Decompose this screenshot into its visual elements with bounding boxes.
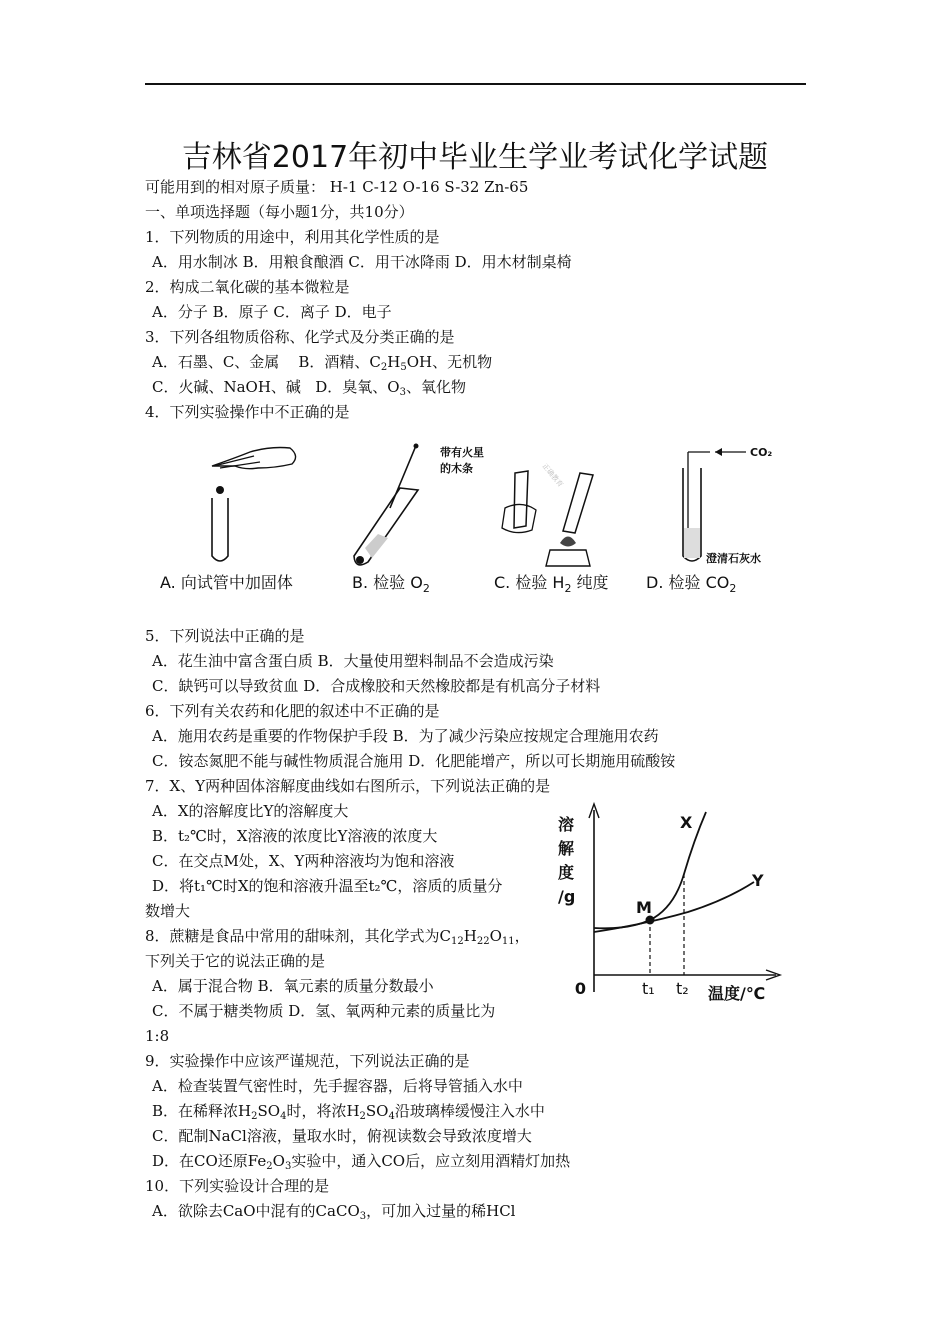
q2-options: A．分子 B．原子 C．离子 D．电子 xyxy=(152,303,392,321)
solubility-chart xyxy=(556,800,796,1010)
q6-stem: 6．下列有关农药和化肥的叙述中不正确的是 xyxy=(145,702,440,720)
figure-b-caption: B. 检验 $O_2$ xyxy=(352,573,430,595)
figure-c-testing-h2 xyxy=(494,462,609,595)
y-axis-label-char: 度 xyxy=(558,863,575,882)
watermark-text: 正确教育 xyxy=(540,462,565,489)
q9-option-a: A．检查装置气密性时，先手握容器，后将导管插入水中 xyxy=(152,1077,523,1095)
figure-b-testing-o2 xyxy=(352,444,484,596)
q8-stem: 8．蔗糖是食品中常用的甜味剂，其化学式为$C_{12}H_{22}O_{11}$， xyxy=(145,927,530,947)
limewater-label: 澄清石灰水 xyxy=(706,552,761,565)
q4-experiment-figures xyxy=(150,438,790,603)
q7-option-d: D．将t₁℃时X的饱和溶液升温至t₂℃，溶质的质量分 xyxy=(152,877,503,895)
q7-option-a: A．X的溶解度比Y的溶解度大 xyxy=(152,802,349,820)
co2-label: CO₂ xyxy=(750,446,773,459)
q3-options-ab xyxy=(152,352,492,372)
figure-a-caption: A. 向试管中加固体 xyxy=(160,573,293,592)
y-axis-label-char: 解 xyxy=(558,839,575,858)
q1-options: A．用水制冰 B．用粮食酿酒 C．用干冰降雨 D．用木材制桌椅 xyxy=(152,253,572,271)
q6-options-cd: C．铵态氮肥不能与碱性物质混合施用 D．化肥能增产，所以可长期施用硫酸铵 xyxy=(152,752,676,770)
series-y-label: Y xyxy=(752,871,764,890)
x-tick-t1: t₁ xyxy=(642,979,655,998)
q5-options-ab: A．花生油中富含蛋白质 B．大量使用塑料制品不会造成污染 xyxy=(152,652,554,670)
q3-option-d: D．臭氧、$O_3$、氧化物 xyxy=(315,378,466,398)
q3-options-cd xyxy=(152,377,466,397)
figure-c-caption: C. 检验 $H_2$ 纯度 xyxy=(494,573,609,595)
figure-d-caption: D. 检验 $CO_2$ xyxy=(646,573,737,595)
q9-stem: 9．实验操作中应该严谨规范，下列说法正确的是 xyxy=(145,1052,470,1070)
q6-options-ab: A．施用农药是重要的作物保护手段 B．为了减少污染应按规定合理施用农药 xyxy=(152,727,659,745)
q2-stem: 2．构成二氧化碳的基本微粒是 xyxy=(145,278,350,296)
q5-options-cd: C．缺钙可以导致贫血 D．合成橡胶和天然橡胶都是有机高分子材料 xyxy=(152,677,601,695)
q3-option-b: B．酒精、$C_2H_5OH$、无机物 xyxy=(298,353,493,373)
atomic-masses: 可能用到的相对原子质量： H-1 C-12 O-16 S-32 Zn-65 xyxy=(145,178,529,196)
q7-option-b: B．t₂℃时，X溶液的浓度比Y溶液的浓度大 xyxy=(152,827,438,845)
glowing-stick-label-2: 的木条 xyxy=(440,462,473,475)
q10-option-a: A．欲除去CaO中混有的CaCO$_3$，可加入过量的稀HCl xyxy=(152,1202,516,1222)
q9-option-b: B．在稀释浓$H_2SO_4$时，将浓$H_2SO_4$沿玻璃棒缓慢注入水中 xyxy=(152,1102,545,1122)
x-axis-label: 温度/℃ xyxy=(708,984,766,1003)
q9-option-d: D．在CO还原$Fe_2O_3$实验中，通入CO后，应立刻用酒精灯加热 xyxy=(152,1152,571,1172)
series-x-label: X xyxy=(680,813,693,832)
header-rule xyxy=(145,83,806,85)
exam-title: 吉林省2017年初中毕业生学业考试化学试题 xyxy=(181,140,769,175)
q3-stem: 3．下列各组物质俗称、化学式及分类正确的是 xyxy=(145,328,455,346)
q5-stem: 5．下列说法中正确的是 xyxy=(145,627,305,645)
q7-stem: 7．X、Y两种固体溶解度曲线如右图所示，下列说法正确的是 xyxy=(145,777,551,795)
y-axis-label-char: 溶 xyxy=(558,815,575,834)
y-axis-label-char: /g xyxy=(558,887,576,906)
q1-stem: 1．下列物质的用途中，利用其化学性质的是 xyxy=(145,228,440,246)
x-tick-t2: t₂ xyxy=(676,979,689,998)
q7-option-c: C．在交点M处，X、Y两种溶液均为饱和溶液 xyxy=(152,852,455,870)
q3-option-c: C．火碱、NaOH、碱 xyxy=(152,378,301,396)
y-axis-label xyxy=(558,815,575,906)
figure-d-testing-co2 xyxy=(646,446,772,595)
series-y-curve xyxy=(594,882,754,932)
q8-options-cd: C．不属于糖类物质 D．氢、氧两种元素的质量比为 xyxy=(152,1002,496,1020)
section-heading: 一、单项选择题（每小题1分，共10分） xyxy=(145,203,414,221)
intersection-label: M xyxy=(636,898,652,917)
q9-option-c: C．配制NaCl溶液，量取水时，俯视读数会导致浓度增大 xyxy=(152,1127,532,1145)
glowing-stick-label-1: 带有火星 xyxy=(440,446,484,459)
q8-option-d-continued: 1:8 xyxy=(145,1027,170,1045)
q7-option-d-continued: 数增大 xyxy=(145,902,191,920)
q10-stem: 10．下列实验设计合理的是 xyxy=(145,1177,330,1195)
q3-option-a: A．石墨、C、金属 xyxy=(152,353,280,371)
q8-options-ab: A．属于混合物 B．氧元素的质量分数最小 xyxy=(152,977,434,995)
figure-a-adding-solid xyxy=(160,448,296,593)
origin-label: 0 xyxy=(574,979,586,998)
q8-stem-continued: 下列关于它的说法正确的是 xyxy=(145,952,326,970)
q4-stem: 4．下列实验操作中不正确的是 xyxy=(145,403,350,421)
